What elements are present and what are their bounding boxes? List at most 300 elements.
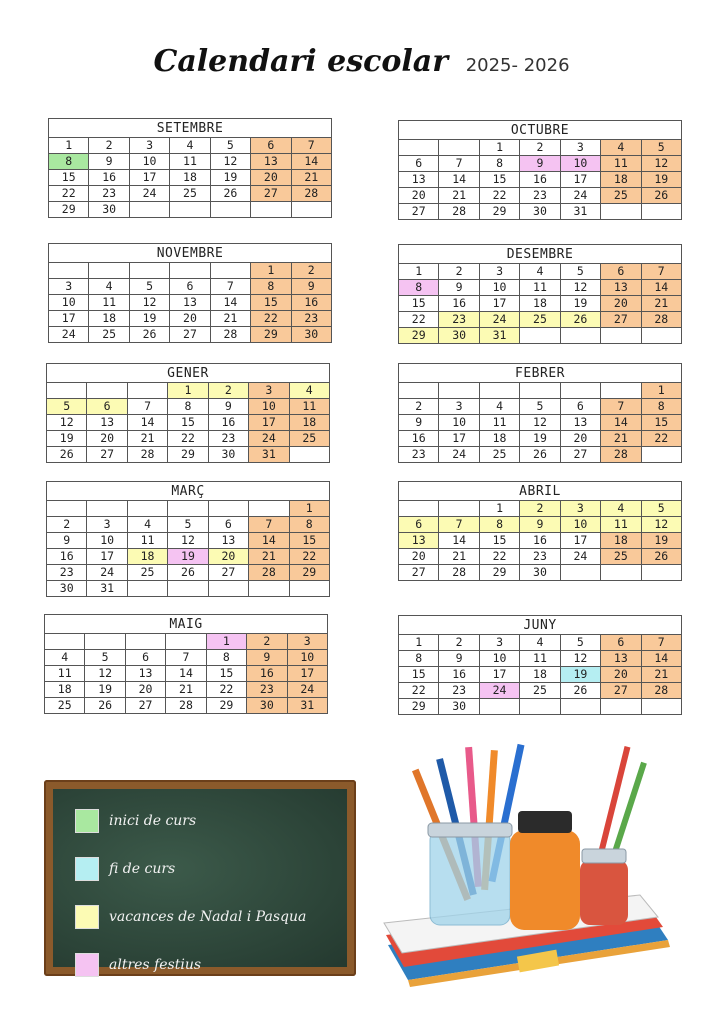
day-cell: 15 (289, 533, 329, 549)
legend-label: fi de curs (109, 861, 176, 877)
day-cell: 9 (291, 279, 331, 295)
day-cell: 12 (520, 415, 560, 431)
week-row (49, 186, 332, 202)
day-cell: 31 (479, 328, 519, 344)
day-cell (641, 565, 681, 581)
day-cell: 12 (210, 154, 250, 170)
day-cell: 29 (251, 327, 291, 343)
day-cell: 21 (641, 296, 681, 312)
week-row (47, 517, 330, 533)
day-cell: 20 (251, 170, 291, 186)
week-row (399, 549, 682, 565)
day-cell (601, 328, 641, 344)
day-cell: 30 (520, 204, 560, 220)
day-cell (560, 383, 600, 399)
day-cell: 5 (560, 635, 600, 651)
day-cell (85, 634, 125, 650)
day-cell: 12 (560, 280, 600, 296)
day-cell: 21 (210, 311, 250, 327)
day-cell (479, 699, 519, 715)
week-row (49, 170, 332, 186)
day-cell: 3 (479, 264, 519, 280)
day-cell: 7 (641, 264, 681, 280)
day-cell: 25 (45, 698, 85, 714)
day-cell (399, 383, 439, 399)
day-cell: 3 (249, 383, 289, 399)
day-cell: 1 (479, 140, 519, 156)
day-cell: 1 (206, 634, 246, 650)
day-cell: 18 (520, 296, 560, 312)
day-cell: 26 (129, 327, 169, 343)
day-cell: 5 (641, 140, 681, 156)
day-cell (129, 263, 169, 279)
month-name: MARÇ (47, 482, 330, 501)
day-cell: 27 (87, 447, 127, 463)
day-cell (251, 202, 291, 218)
day-cell: 29 (206, 698, 246, 714)
day-cell: 18 (601, 172, 641, 188)
day-cell: 2 (291, 263, 331, 279)
week-row (49, 279, 332, 295)
month-name: OCTUBRE (399, 121, 682, 140)
month-name: JUNY (399, 616, 682, 635)
day-cell: 7 (127, 399, 167, 415)
month-calendar-1 (48, 118, 332, 218)
legend-swatch (75, 857, 99, 881)
day-cell: 31 (560, 204, 600, 220)
day-cell: 28 (166, 698, 206, 714)
week-row (45, 682, 328, 698)
day-cell: 11 (289, 399, 329, 415)
week-row (399, 651, 682, 667)
day-cell (399, 140, 439, 156)
week-row (45, 634, 328, 650)
day-cell (127, 581, 167, 597)
day-cell: 8 (206, 650, 246, 666)
day-cell: 7 (291, 138, 331, 154)
day-cell (45, 634, 85, 650)
day-cell: 10 (49, 295, 89, 311)
day-cell: 4 (45, 650, 85, 666)
day-cell: 2 (439, 264, 479, 280)
day-cell: 23 (439, 683, 479, 699)
day-cell: 6 (601, 264, 641, 280)
day-cell: 24 (439, 447, 479, 463)
week-row (47, 581, 330, 597)
day-cell: 15 (49, 170, 89, 186)
day-cell: 7 (439, 517, 479, 533)
day-cell: 6 (87, 399, 127, 415)
day-cell: 3 (560, 501, 600, 517)
day-cell (291, 202, 331, 218)
school-supplies-illustration (378, 735, 678, 995)
day-cell: 6 (170, 279, 210, 295)
legend-item (75, 857, 175, 881)
day-cell: 6 (125, 650, 165, 666)
week-row (45, 666, 328, 682)
day-cell: 4 (170, 138, 210, 154)
day-cell: 17 (560, 172, 600, 188)
month-calendar-7 (46, 481, 330, 597)
day-cell: 13 (125, 666, 165, 682)
day-cell: 18 (479, 431, 519, 447)
day-cell: 7 (641, 635, 681, 651)
day-cell: 1 (399, 264, 439, 280)
chalkboard-surface (53, 789, 347, 973)
day-cell: 14 (439, 533, 479, 549)
day-cell: 9 (520, 156, 560, 172)
day-cell: 3 (287, 634, 327, 650)
day-cell: 29 (49, 202, 89, 218)
day-cell: 7 (249, 517, 289, 533)
day-cell: 5 (129, 279, 169, 295)
day-cell: 19 (47, 431, 87, 447)
day-cell: 22 (49, 186, 89, 202)
day-cell: 3 (49, 279, 89, 295)
day-cell: 9 (399, 415, 439, 431)
legend-item (75, 809, 196, 833)
day-cell: 20 (601, 667, 641, 683)
day-cell (601, 699, 641, 715)
day-cell: 23 (439, 312, 479, 328)
day-cell: 28 (601, 447, 641, 463)
day-cell (87, 383, 127, 399)
day-cell: 16 (291, 295, 331, 311)
day-cell: 18 (601, 533, 641, 549)
day-cell: 23 (247, 682, 287, 698)
day-cell: 13 (601, 651, 641, 667)
page-title (0, 44, 723, 79)
day-cell: 17 (479, 667, 519, 683)
month-name: SETEMBRE (49, 119, 332, 138)
day-cell: 24 (479, 683, 519, 699)
week-row (399, 312, 682, 328)
week-row (47, 383, 330, 399)
week-row (399, 140, 682, 156)
day-cell: 8 (168, 399, 208, 415)
day-cell: 14 (439, 172, 479, 188)
week-row (399, 565, 682, 581)
day-cell: 1 (251, 263, 291, 279)
day-cell: 28 (641, 312, 681, 328)
day-cell: 20 (208, 549, 248, 565)
day-cell: 15 (399, 296, 439, 312)
day-cell: 10 (560, 156, 600, 172)
day-cell: 14 (249, 533, 289, 549)
day-cell: 17 (129, 170, 169, 186)
day-cell: 15 (479, 172, 519, 188)
day-cell (601, 565, 641, 581)
day-cell (249, 501, 289, 517)
day-cell: 29 (399, 699, 439, 715)
day-cell: 22 (479, 188, 519, 204)
day-cell: 16 (439, 296, 479, 312)
day-cell: 28 (249, 565, 289, 581)
day-cell: 2 (520, 140, 560, 156)
day-cell: 21 (166, 682, 206, 698)
week-row (49, 154, 332, 170)
day-cell: 3 (87, 517, 127, 533)
day-cell: 28 (439, 565, 479, 581)
day-cell: 4 (520, 264, 560, 280)
day-cell: 12 (129, 295, 169, 311)
day-cell: 25 (127, 565, 167, 581)
day-cell: 13 (251, 154, 291, 170)
day-cell: 3 (560, 140, 600, 156)
week-row (399, 635, 682, 651)
day-cell: 1 (479, 501, 519, 517)
day-cell: 5 (168, 517, 208, 533)
day-cell: 6 (560, 399, 600, 415)
day-cell: 6 (399, 156, 439, 172)
week-row (399, 328, 682, 344)
day-cell: 1 (399, 635, 439, 651)
day-cell: 10 (479, 651, 519, 667)
week-row (399, 156, 682, 172)
day-cell: 17 (479, 296, 519, 312)
day-cell: 11 (520, 280, 560, 296)
day-cell: 22 (479, 549, 519, 565)
week-row (399, 533, 682, 549)
week-row (49, 263, 332, 279)
day-cell: 16 (520, 172, 560, 188)
day-cell: 24 (87, 565, 127, 581)
day-cell: 31 (287, 698, 327, 714)
week-row (399, 188, 682, 204)
day-cell: 25 (479, 447, 519, 463)
day-cell: 17 (49, 311, 89, 327)
day-cell: 28 (641, 683, 681, 699)
week-row (399, 280, 682, 296)
day-cell: 9 (47, 533, 87, 549)
month-calendar-4 (398, 244, 682, 344)
day-cell: 25 (89, 327, 129, 343)
small-jar-icon (580, 849, 628, 925)
week-row (47, 431, 330, 447)
day-cell: 16 (47, 549, 87, 565)
week-row (47, 565, 330, 581)
day-cell: 10 (249, 399, 289, 415)
day-cell: 18 (127, 549, 167, 565)
legend-swatch (75, 905, 99, 929)
day-cell: 29 (479, 565, 519, 581)
day-cell: 11 (89, 295, 129, 311)
day-cell: 16 (439, 667, 479, 683)
day-cell: 17 (287, 666, 327, 682)
day-cell: 20 (170, 311, 210, 327)
day-cell: 23 (520, 188, 560, 204)
day-cell (641, 328, 681, 344)
day-cell (125, 634, 165, 650)
day-cell: 8 (399, 280, 439, 296)
week-row (45, 698, 328, 714)
day-cell: 20 (87, 431, 127, 447)
day-cell (168, 581, 208, 597)
title-text: Calendari escolar (153, 44, 449, 79)
day-cell (601, 383, 641, 399)
day-cell: 20 (399, 549, 439, 565)
day-cell: 18 (520, 667, 560, 683)
day-cell: 7 (439, 156, 479, 172)
week-row (49, 202, 332, 218)
day-cell: 27 (601, 312, 641, 328)
day-cell: 13 (560, 415, 600, 431)
day-cell: 25 (170, 186, 210, 202)
day-cell: 25 (601, 549, 641, 565)
day-cell: 4 (89, 279, 129, 295)
day-cell: 12 (168, 533, 208, 549)
day-cell: 2 (247, 634, 287, 650)
day-cell (289, 447, 329, 463)
day-cell: 27 (399, 565, 439, 581)
day-cell: 15 (251, 295, 291, 311)
day-cell: 24 (560, 549, 600, 565)
day-cell (210, 263, 250, 279)
day-cell: 30 (247, 698, 287, 714)
week-row (49, 138, 332, 154)
week-row (399, 204, 682, 220)
day-cell: 30 (291, 327, 331, 343)
day-cell: 26 (210, 186, 250, 202)
month-name: ABRIL (399, 482, 682, 501)
day-cell: 2 (89, 138, 129, 154)
week-row (399, 501, 682, 517)
day-cell: 18 (89, 311, 129, 327)
day-cell: 26 (47, 447, 87, 463)
day-cell: 23 (89, 186, 129, 202)
day-cell: 9 (520, 517, 560, 533)
day-cell: 13 (399, 172, 439, 188)
legend-item (75, 905, 306, 929)
day-cell: 6 (399, 517, 439, 533)
day-cell: 23 (520, 549, 560, 565)
day-cell: 18 (289, 415, 329, 431)
month-name: MAIG (45, 615, 328, 634)
day-cell: 2 (520, 501, 560, 517)
day-cell (210, 202, 250, 218)
day-cell (87, 501, 127, 517)
day-cell (249, 581, 289, 597)
day-cell: 8 (479, 156, 519, 172)
day-cell: 21 (601, 431, 641, 447)
day-cell: 25 (520, 312, 560, 328)
week-row (399, 699, 682, 715)
day-cell: 8 (251, 279, 291, 295)
day-cell: 19 (85, 682, 125, 698)
day-cell: 6 (601, 635, 641, 651)
week-row (47, 415, 330, 431)
day-cell: 24 (249, 431, 289, 447)
day-cell: 4 (289, 383, 329, 399)
day-cell: 19 (641, 533, 681, 549)
day-cell: 28 (127, 447, 167, 463)
day-cell: 16 (399, 431, 439, 447)
day-cell: 16 (89, 170, 129, 186)
day-cell: 5 (641, 501, 681, 517)
day-cell: 11 (479, 415, 519, 431)
day-cell: 26 (85, 698, 125, 714)
day-cell: 4 (601, 140, 641, 156)
day-cell: 13 (399, 533, 439, 549)
day-cell (520, 383, 560, 399)
week-row (49, 295, 332, 311)
day-cell (127, 383, 167, 399)
month-calendar-10 (398, 615, 682, 715)
day-cell: 29 (289, 565, 329, 581)
day-cell: 8 (479, 517, 519, 533)
day-cell (520, 328, 560, 344)
day-cell (560, 565, 600, 581)
day-cell: 30 (439, 699, 479, 715)
month-name: NOVEMBRE (49, 244, 332, 263)
day-cell: 21 (249, 549, 289, 565)
day-cell: 16 (520, 533, 560, 549)
day-cell: 7 (601, 399, 641, 415)
day-cell (601, 204, 641, 220)
day-cell: 28 (291, 186, 331, 202)
legend-label: altres festius (109, 957, 202, 973)
day-cell: 14 (210, 295, 250, 311)
day-cell: 26 (560, 312, 600, 328)
day-cell: 11 (170, 154, 210, 170)
month-name: DESEMBRE (399, 245, 682, 264)
month-name: GENER (47, 364, 330, 383)
month-calendar-6 (398, 363, 682, 463)
day-cell (129, 202, 169, 218)
day-cell: 11 (45, 666, 85, 682)
day-cell: 10 (87, 533, 127, 549)
day-cell: 9 (247, 650, 287, 666)
day-cell: 19 (520, 431, 560, 447)
day-cell: 21 (291, 170, 331, 186)
day-cell: 3 (439, 399, 479, 415)
day-cell: 19 (560, 667, 600, 683)
day-cell: 20 (399, 188, 439, 204)
day-cell: 24 (560, 188, 600, 204)
day-cell: 27 (399, 204, 439, 220)
day-cell: 11 (601, 156, 641, 172)
day-cell: 8 (289, 517, 329, 533)
legend-label: inici de curs (109, 813, 197, 829)
day-cell: 25 (601, 188, 641, 204)
day-cell: 30 (208, 447, 248, 463)
month-calendar-2 (398, 120, 682, 220)
day-cell: 22 (206, 682, 246, 698)
day-cell: 30 (520, 565, 560, 581)
day-cell: 20 (125, 682, 165, 698)
week-row (47, 399, 330, 415)
week-row (399, 447, 682, 463)
day-cell (641, 447, 681, 463)
day-cell: 8 (641, 399, 681, 415)
day-cell: 8 (49, 154, 89, 170)
day-cell: 14 (127, 415, 167, 431)
day-cell: 31 (87, 581, 127, 597)
day-cell: 30 (47, 581, 87, 597)
day-cell (479, 383, 519, 399)
week-row (399, 172, 682, 188)
day-cell: 19 (129, 311, 169, 327)
legend-swatch (75, 809, 99, 833)
day-cell: 26 (641, 549, 681, 565)
day-cell: 13 (601, 280, 641, 296)
day-cell: 27 (125, 698, 165, 714)
day-cell: 10 (479, 280, 519, 296)
day-cell: 6 (208, 517, 248, 533)
day-cell (520, 699, 560, 715)
day-cell: 26 (168, 565, 208, 581)
day-cell: 16 (247, 666, 287, 682)
